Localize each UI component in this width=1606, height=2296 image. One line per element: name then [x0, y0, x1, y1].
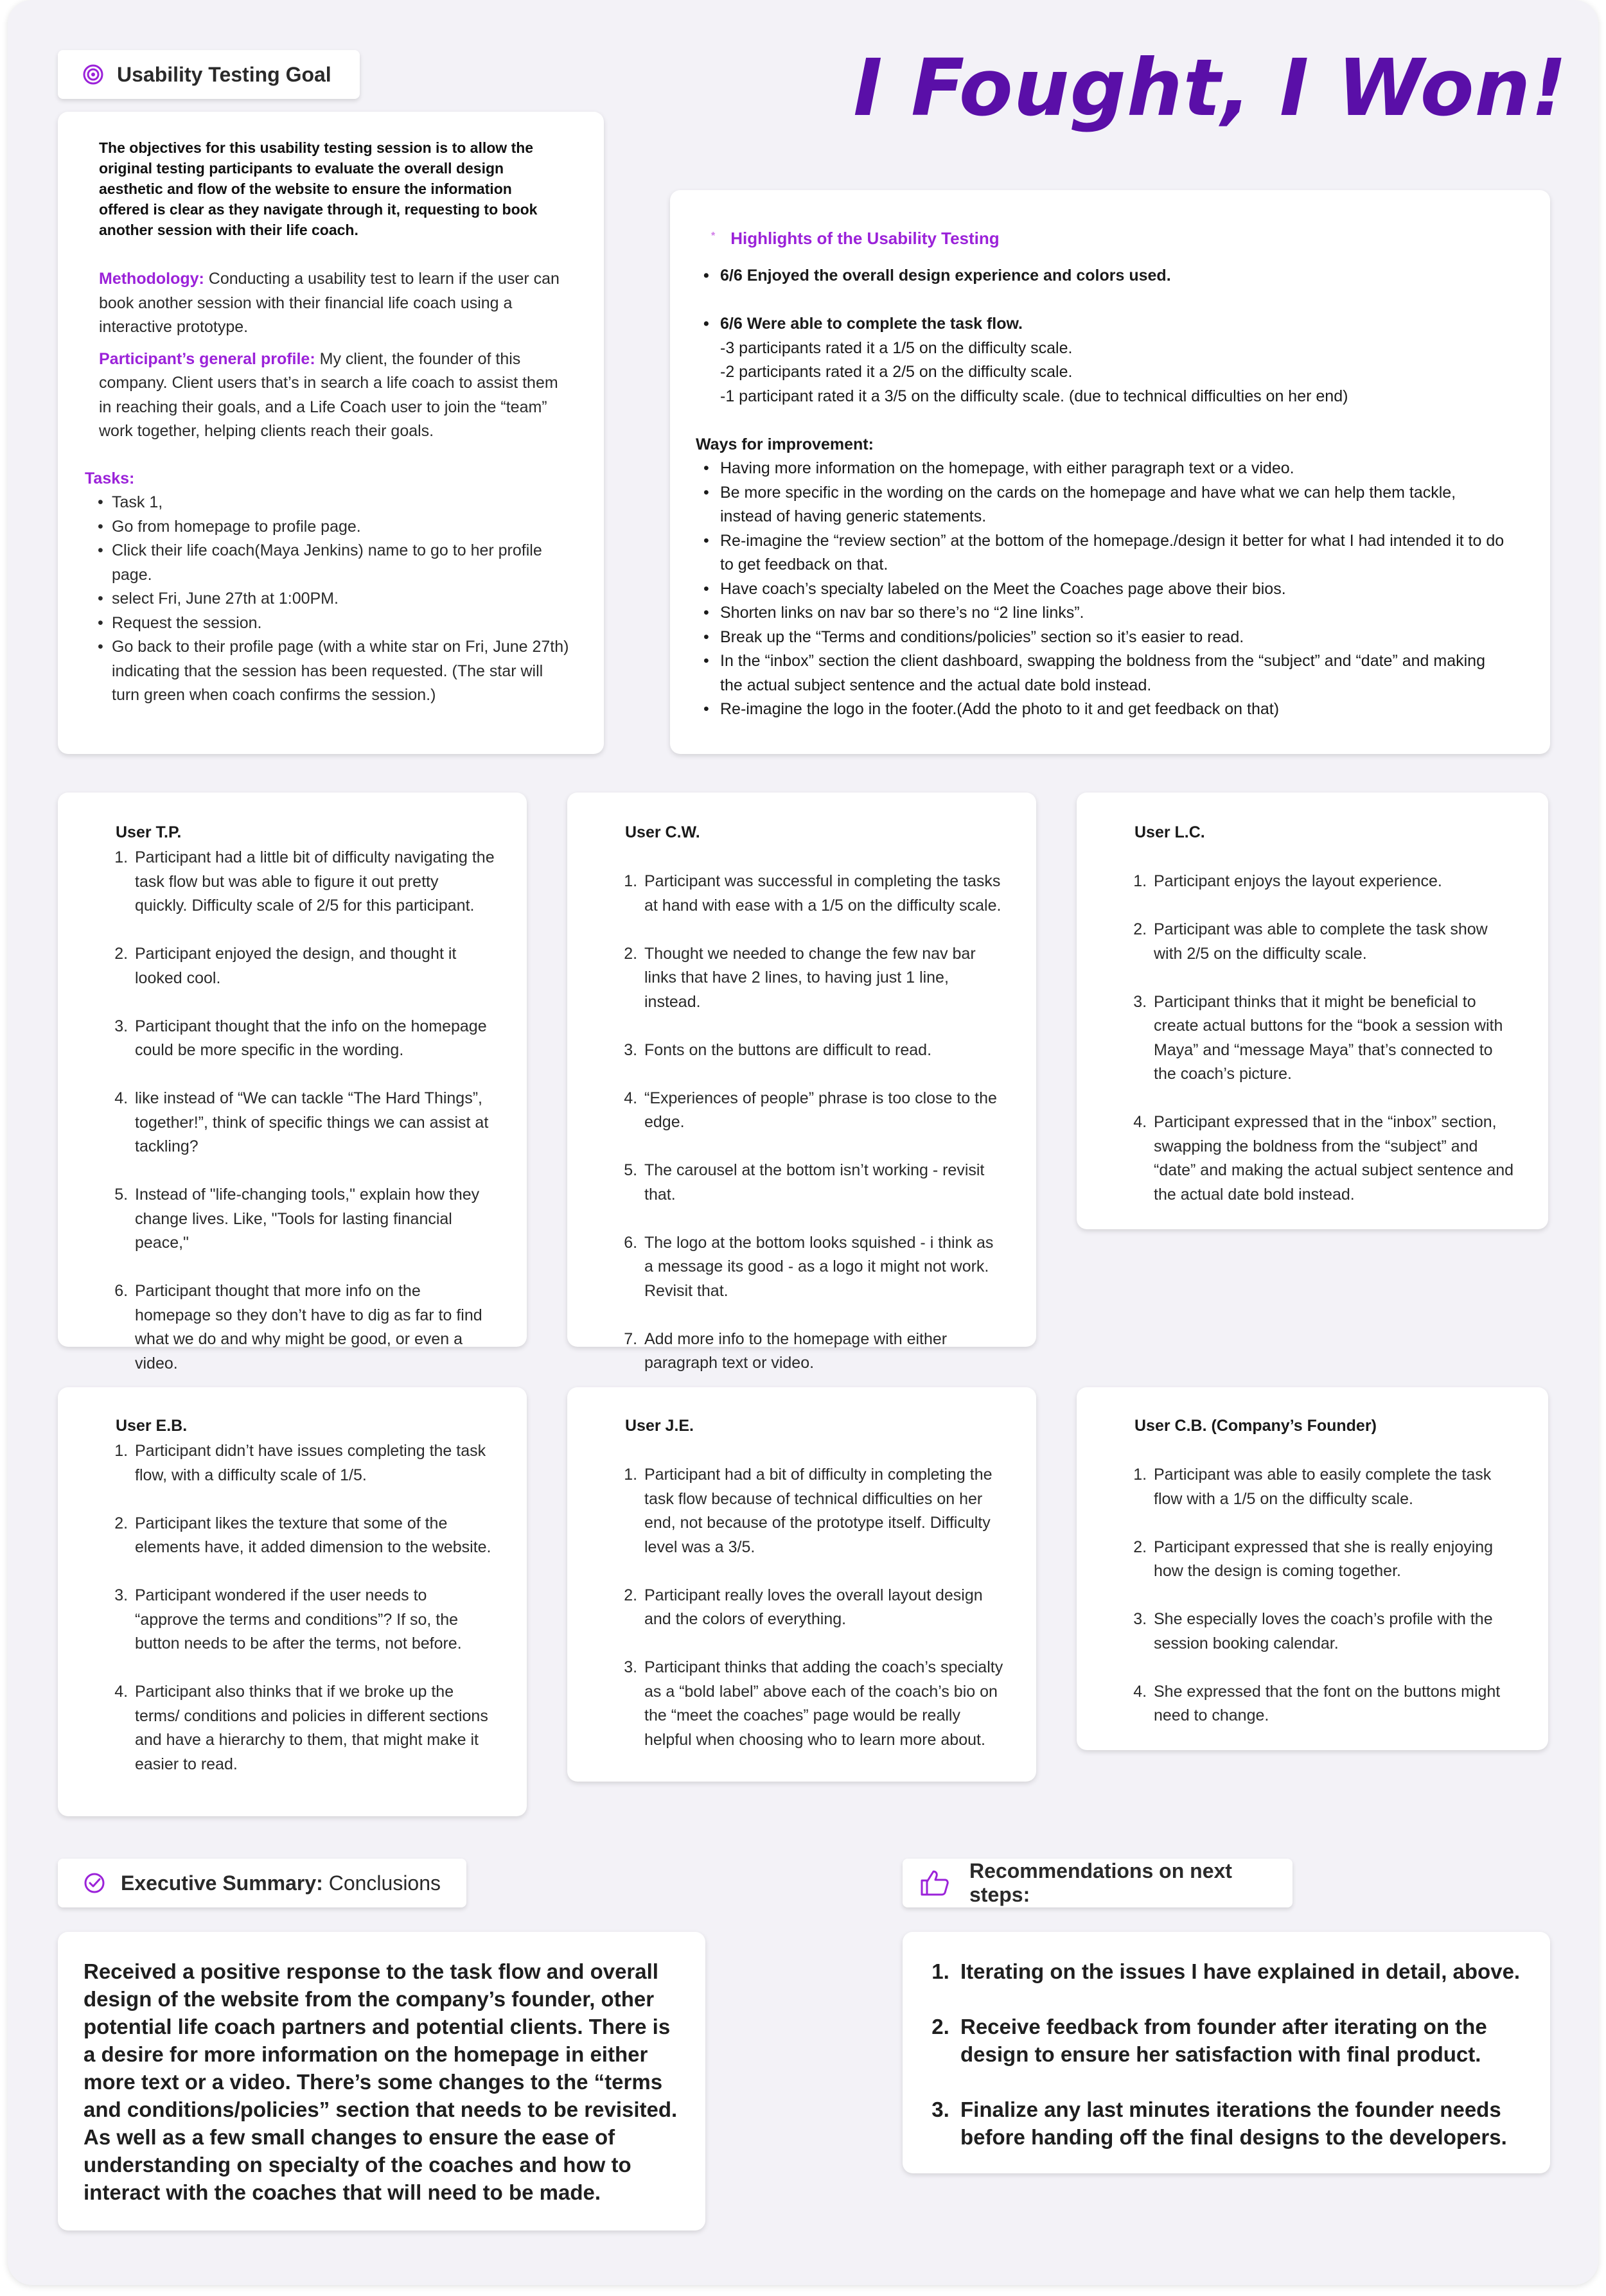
- user-name: User T.P.: [116, 823, 182, 841]
- user-feedback-list: [84, 846, 495, 1376]
- user-name: User C.B. (Company’s Founder): [1134, 1417, 1377, 1435]
- improvement-item: • Re-imagine the “review section” at the bottom of the homepage./design it better for what I had intended it to do to get feedback on that.: [696, 529, 1512, 577]
- improvement-item: • Have coach’s specialty labeled on the Meet the Coaches page above their bios.: [696, 577, 1512, 602]
- recommendations-label: Recommendations on next steps:: [969, 1859, 1232, 1906]
- highlight-point-2: • 6/6 Were able to complete the task flow.: [703, 315, 1023, 333]
- feedback-item: 1. Participant enjoys the layout experience.: [1151, 870, 1516, 894]
- user-card-cw: [567, 793, 1036, 1372]
- summary-text: Received a positive response to the task flow and overall design of the website from the company’s founder, other potential life coach partners and potential clients. There is a desire for more information on the homepage in either more text or a video. There’s some changes to the “terms and conditions/policies” section that needs to be revisited. As well as a few small changes to ensure the ease of understanding on specialty of the coaches and how to interact with the coaches that will need to be made.: [84, 1959, 678, 2204]
- feedback-item: 3. Participant thought that the info on the homepage could be more specific in the wording.: [132, 1015, 495, 1063]
- thumbs-up-icon: [919, 1869, 950, 1897]
- feedback-item: 4. Participant expressed that in the “inbox” section, swapping the boldness from the “subject” and “date” and making the actual subject sentence and the actual date bold instead.: [1151, 1110, 1516, 1207]
- tasks-list: [91, 491, 574, 708]
- methodology-label: Methodology:: [99, 270, 204, 288]
- task-item: • Task 1,: [91, 491, 574, 515]
- feedback-item: 3. Participant thinks that it might be beneficial to create actual buttons for the “book a session with Maya” and “message Maya” that’s connected to the coach’s picture.: [1151, 990, 1516, 1087]
- recommendation-item: 3. Finalize any last minutes iterations the founder needs before handing off the final designs to the developers.: [955, 2096, 1524, 2151]
- task-item: • select Fri, June 27th at 1:00PM.: [91, 587, 574, 611]
- feedback-item: 1. Participant was able to easily complete the task flow with a 1/5 on the difficulty scale.: [1151, 1463, 1516, 1511]
- feedback-item: 1. Participant was successful in completing the tasks at hand with ease with a 1/5 on the difficulty scale.: [642, 870, 1004, 918]
- task-item: • Go back to their profile page (with a white star on Fri, June 27th) indicating that the session has been requested. (The star will turn green when coach confirms the session.): [91, 635, 574, 708]
- tasks-label: Tasks:: [85, 469, 135, 487]
- goal-objective: The objectives for this usability testing session is to allow the original testing participants to evaluate the overall design aesthetic and flow of the website to ensure the information offered is clear as they navigate through it, requesting to book another session with their life coach.: [99, 139, 538, 238]
- user-card-cb: [1077, 1387, 1548, 1750]
- feedback-item: 4. She expressed that the font on the buttons might need to change.: [1151, 1680, 1516, 1728]
- profile-label: Participant’s general profile:: [99, 349, 315, 368]
- user-feedback-list: [1102, 1463, 1516, 1728]
- profile-text: My client, the founder of this company. Client users that’s in search a life coach to assist them in reaching their goals, and a Life Coach user to join the “team” work together, helping clients reach their goals.: [99, 349, 558, 440]
- goal-profile: [99, 347, 574, 444]
- feedback-item: 2. Participant expressed that she is really enjoying how the design is coming together.: [1151, 1536, 1516, 1584]
- task-item: • Click their life coach(Maya Jenkins) name to go to her profile page.: [91, 539, 574, 587]
- feedback-item: 6. Participant thought that more info on the homepage so they don’t have to dig as far to find what we do and why might be good, or even a video.: [132, 1279, 495, 1376]
- goal-methodology: [99, 267, 574, 340]
- improvement-item: • In the “inbox” section the client dashboard, swapping the boldness from the “subject” and “date” and making the actual subject sentence and the actual date bold instead.: [696, 649, 1512, 697]
- user-card-lc: [1077, 793, 1548, 1229]
- feedback-item: 5. Instead of "life-changing tools," explain how they change lives. Like, "Tools for lasting financial peace,": [132, 1183, 495, 1256]
- user-name: User J.E.: [625, 1417, 694, 1435]
- feedback-item: 3. Fonts on the buttons are difficult to read.: [642, 1038, 1004, 1063]
- rating-line: -3 participants rated it a 1/5 on the difficulty scale.: [720, 338, 1073, 357]
- feedback-item: 4. Participant also thinks that if we broke up the terms/ conditions and policies in different sections and have a hierarchy to them, that might make it easier to read.: [132, 1680, 495, 1776]
- feedback-item: 1. Participant had a bit of difficulty in completing the task flow because of technical difficulties on her end, not because of the prototype itself. Difficulty level was a 3/5.: [642, 1463, 1004, 1559]
- page-title: I Fought, I Won!: [853, 42, 1567, 134]
- rating-line: -2 participants rated it a 2/5 on the difficulty scale.: [720, 363, 1073, 381]
- feedback-item: 2. Participant really loves the overall layout design and the colors of everything.: [642, 1584, 1004, 1632]
- executive-summary-header: [58, 1859, 466, 1907]
- target-icon: [82, 64, 104, 85]
- user-feedback-list: [1102, 870, 1516, 1207]
- feedback-item: 2. Participant enjoyed the design, and thought it looked cool.: [132, 942, 495, 990]
- user-card-eb: [58, 1387, 527, 1816]
- feedback-item: 4. like instead of “We can tackle “The Hard Things”, together!”, think of specific things we can assist at tackling?: [132, 1087, 495, 1159]
- user-feedback-list: [593, 870, 1004, 1376]
- feedback-item: 2. Thought we needed to change the few nav bar links that have 2 lines, to having just 1 line, instead.: [642, 942, 1004, 1015]
- feedback-item: 3. She especially loves the coach’s profile with the session booking calendar.: [1151, 1608, 1516, 1656]
- feedback-item: 3. Participant wondered if the user needs to “approve the terms and conditions”? If so, the button needs to be after the terms, not before.: [132, 1584, 495, 1656]
- highlights-header: * Highlights of the Usability Testing: [711, 229, 1000, 248]
- user-card-je: [567, 1387, 1036, 1782]
- user-card-tp: [58, 793, 527, 1372]
- methodology-text: Conducting a usability test to learn if the user can book another session with their financial life coach using a interactive prototype.: [99, 270, 560, 336]
- recommendation-item: 1. Iterating on the issues I have explained in detail, above.: [955, 1958, 1524, 1985]
- task-item: • Go from homepage to profile page.: [91, 515, 574, 539]
- executive-summary-card: [58, 1932, 705, 2230]
- recommendation-item: 2. Receive feedback from founder after iterating on the design to ensure her satisfaction with final product.: [955, 2013, 1524, 2068]
- highlights-card: [670, 190, 1550, 754]
- feedback-item: 7. Add more info to the homepage with either paragraph text or video.: [642, 1328, 1004, 1376]
- rating-line: -1 participant rated it a 3/5 on the difficulty scale. (due to technical difficulties on her end): [720, 387, 1348, 405]
- improvement-item: • Shorten links on nav bar so there’s no “2 line links”.: [696, 601, 1512, 626]
- improvement-list: [696, 457, 1512, 722]
- feedback-item: 2. Participant likes the texture that some of the elements have, it added dimension to the website.: [132, 1512, 495, 1560]
- sparkle-icon: *: [711, 231, 716, 241]
- user-name: User L.C.: [1134, 823, 1205, 841]
- improvement-item: • Be more specific in the wording on the cards on the homepage and have what we can help them tackle, instead of having generic statements.: [696, 481, 1512, 529]
- feedback-item: 3. Participant thinks that adding the coach’s specialty as a “bold label” above each of the coach’s bio on the “meet the coaches” page would be really helpful when choosing who to learn more about.: [642, 1656, 1004, 1752]
- feedback-item: 4. “Experiences of people” phrase is too close to the edge.: [642, 1087, 1004, 1135]
- feedback-item: 1. Participant had a little bit of difficulty navigating the task flow but was able to figure it out pretty quickly. Difficulty scale of 2/5 for this participant.: [132, 846, 495, 918]
- usability-goal-header: [58, 50, 360, 99]
- check-circle-icon: [84, 1872, 105, 1894]
- feedback-item: 6. The logo at the bottom looks squished - i think as a message its good - as a logo it might not work. Revisit that.: [642, 1231, 1004, 1304]
- recommendations-card: [903, 1932, 1550, 2173]
- feedback-item: 5. The carousel at the bottom isn’t working - revisit that.: [642, 1159, 1004, 1207]
- user-feedback-list: [593, 1463, 1004, 1752]
- summary-label-rest: Conclusions: [322, 1871, 441, 1895]
- user-feedback-list: [84, 1439, 495, 1776]
- user-name: User E.B.: [116, 1417, 188, 1435]
- summary-label-bold: Executive Summary:: [121, 1871, 323, 1895]
- improvement-label: Ways for improvement:: [696, 435, 874, 453]
- highlight-point-1: • 6/6 Enjoyed the overall design experience and colors used.: [703, 267, 1171, 285]
- improvement-item: • Re-imagine the logo in the footer.(Add the photo to it and get feedback on that): [696, 697, 1512, 722]
- task-item: • Request the session.: [91, 611, 574, 636]
- user-name: User C.W.: [625, 823, 700, 841]
- recommendations-list: [928, 1958, 1524, 2151]
- feedback-item: 1. Participant didn’t have issues completing the task flow, with a difficulty scale of 1/5.: [132, 1439, 495, 1487]
- improvement-item: • Break up the “Terms and conditions/policies” section so it’s easier to read.: [696, 626, 1512, 650]
- feedback-item: 2. Participant was able to complete the task show with 2/5 on the difficulty scale.: [1151, 918, 1516, 966]
- improvement-item: • Having more information on the homepage, with either paragraph text or a video.: [696, 457, 1512, 481]
- recommendations-header: [903, 1859, 1293, 1907]
- usability-goal-label: Usability Testing Goal: [117, 62, 331, 86]
- usability-goal-card: [58, 112, 604, 754]
